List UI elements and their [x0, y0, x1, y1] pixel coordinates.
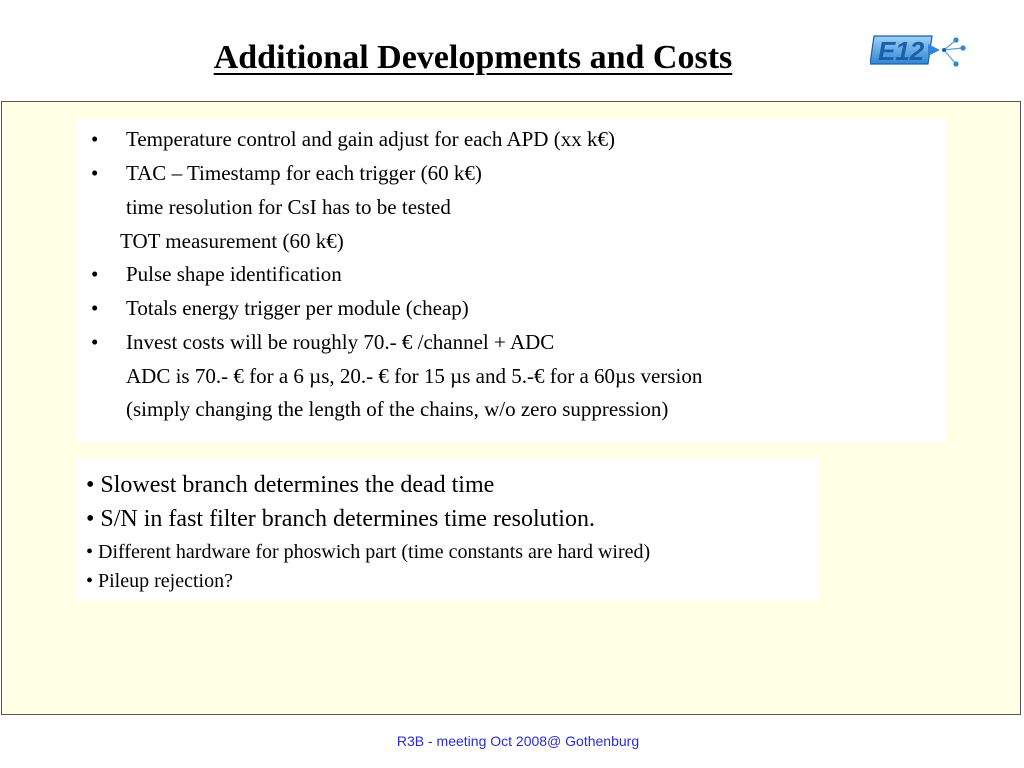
slide-footer: R3B - meeting Oct 2008@ Gothenburg: [396, 733, 640, 749]
secondary-line-2: • S/N in fast filter branch determines time resolution.: [86, 506, 595, 532]
secondary-line-3: • Different hardware for phoswich part (time constants are hard wired): [86, 541, 651, 563]
bullet: •: [91, 127, 99, 151]
bullet: •: [91, 161, 99, 185]
bullet: •: [91, 296, 99, 320]
e12-logo: [870, 30, 974, 72]
main-bullet-box: • Temperature control and gain adjust for each APD (xx k€) • TAC – Timestamp for each trigger (60 k€) time resolution for CsI has to be tested TOT measurement (60 k€) • Pulse shape identification • Totals energy trigger per module (cheap) • Invest costs will be roughly 70.- € /channel + ADC ADC is 70.- € for a 6 µs, 20.- € for 15 µs and 5.-€ for a 60µs version (simply changing the length of the chains, w/o zero suppression): [76, 119, 946, 442]
bullet: •: [91, 330, 99, 354]
slide-title: Additional Developments and Costs: [213, 39, 733, 76]
secondary-bullet-box: [76, 459, 819, 600]
logo-letter: E12: [878, 36, 925, 66]
bullet: •: [91, 262, 99, 286]
secondary-line-1: • Slowest branch determines the dead time: [86, 472, 495, 498]
secondary-line-4: • Pileup rejection?: [86, 570, 233, 592]
